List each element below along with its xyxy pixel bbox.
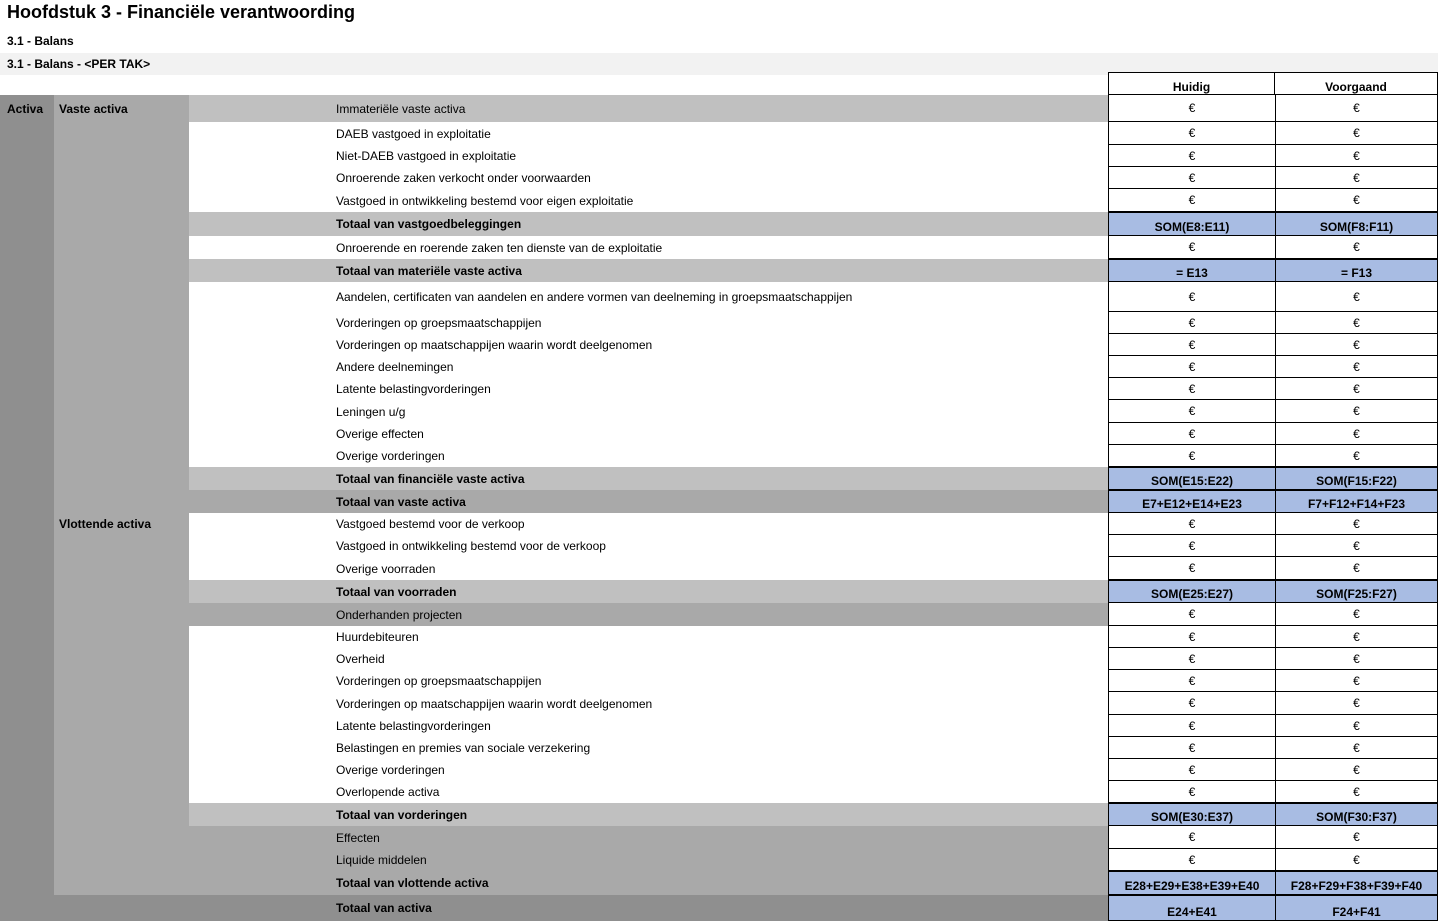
row-label: Totaal van financiële vaste activa [336,471,525,486]
cell-previous[interactable]: € [1275,334,1438,356]
table-row [189,189,1438,212]
row-label: Effecten [336,830,380,845]
row-label: Vorderingen op groepsmaatschappijen [336,316,542,330]
balance-sheet-grid [0,95,1438,921]
cell-current[interactable]: € [1108,236,1275,259]
row-label: Totaal van vastgoedbeleggingen [336,217,522,231]
page-title: Hoofdstuk 3 - Financiële verantwoording [7,2,356,22]
row-label: Vorderingen op maatschappijen waarin wordt deelgenomen [336,338,653,352]
cell-current[interactable]: € [1108,626,1275,648]
cell-previous[interactable]: € [1275,423,1438,445]
cell-previous[interactable]: € [1275,445,1438,467]
table-row [189,312,1438,334]
cell-previous[interactable]: € [1275,781,1438,803]
row-label: Onderhanden projecten [336,607,463,622]
table-row [189,95,1438,122]
row-label: Latente belastingvorderingen [336,382,491,396]
cell-previous[interactable]: € [1275,145,1438,167]
cell-previous[interactable]: € [1275,236,1438,259]
cell-previous[interactable]: € [1275,626,1438,648]
cell-previous[interactable]: € [1275,849,1438,871]
row-label: Vastgoed in ontwikkeling bestemd voor eigen exploitatie [336,193,634,208]
table-row [189,167,1438,189]
cell-current[interactable]: € [1108,670,1275,692]
cell-previous[interactable]: € [1275,692,1438,715]
table-row [189,715,1438,737]
group-label-activa: Activa [7,102,44,116]
row-label: Overheid [336,652,385,666]
cell-previous[interactable]: € [1275,535,1438,557]
row-label: Totaal van materiële vaste activa [336,263,522,278]
table-row-grand-total [189,895,1438,921]
cell-current[interactable]: SOM(E30:E37) [1108,803,1275,826]
cell-current[interactable]: € [1108,513,1275,535]
row-label: Aandelen, certificaten van aandelen en andere vormen van deelneming in groepsmaatschappijen [336,290,853,304]
cell-current[interactable]: E24+E41 [1108,895,1275,921]
table-row [189,282,1438,312]
cell-current[interactable]: € [1108,312,1275,334]
cell-previous[interactable]: F24+F41 [1275,895,1438,921]
table-row [189,356,1438,378]
row-label: Andere deelnemingen [336,360,454,374]
table-row [189,648,1438,670]
cell-previous[interactable]: € [1275,603,1438,626]
cell-previous[interactable]: € [1275,189,1438,212]
table-row [189,445,1438,467]
cell-previous[interactable]: € [1275,95,1438,122]
row-label: Overige effecten [336,427,424,441]
cell-previous[interactable]: € [1275,122,1438,145]
row-label: Vastgoed bestemd voor de verkoop [336,517,525,531]
cell-current[interactable]: € [1108,557,1275,580]
group-label-vaste-activa: Vaste activa [59,102,128,116]
activa-column-band [0,95,54,921]
table-row-total [189,212,1438,236]
section-heading-per-tak: 3.1 - Balans - <PER TAK> [0,53,1438,75]
cell-previous[interactable]: € [1275,670,1438,692]
cell-previous[interactable]: SOM(F30:F37) [1275,803,1438,826]
cell-previous[interactable]: € [1275,378,1438,400]
cell-previous[interactable]: € [1275,737,1438,759]
cell-current[interactable]: € [1108,282,1275,312]
subgroup-column-band [54,95,189,895]
table-row [189,670,1438,692]
column-headers [1108,72,1438,95]
table-row-total [189,490,1438,513]
cell-current[interactable]: € [1108,167,1275,189]
table-row-total [189,580,1438,603]
table-row [189,378,1438,400]
cell-current[interactable]: € [1108,400,1275,423]
row-label: Vorderingen op maatschappijen waarin wordt deelgenomen [336,696,653,711]
cell-current[interactable]: € [1108,445,1275,467]
table-row-total [189,871,1438,895]
cell-previous[interactable]: € [1275,167,1438,189]
subgroup-column-band-total [54,895,189,921]
cell-current[interactable]: E7+E12+E14+E23 [1108,490,1275,513]
row-label: Overlopende activa [336,785,440,799]
row-label: Totaal van activa [336,901,432,915]
cell-current[interactable]: € [1108,535,1275,557]
cell-previous[interactable]: SOM(F25:F27) [1275,580,1438,603]
cell-current[interactable]: € [1108,781,1275,803]
cell-current[interactable]: € [1108,849,1275,871]
cell-current[interactable]: € [1108,737,1275,759]
row-label: Overige vorderingen [336,449,445,463]
cell-previous[interactable]: € [1275,400,1438,423]
cell-current[interactable]: € [1108,122,1275,145]
cell-current[interactable]: € [1108,95,1275,122]
cell-previous[interactable]: € [1275,356,1438,378]
column-header-previous: Voorgaand [1274,72,1438,95]
cell-previous[interactable]: € [1275,513,1438,535]
cell-previous[interactable]: SOM(F8:F11) [1275,212,1438,236]
row-label: Belastingen en premies van sociale verzekering [336,741,591,755]
table-row [189,826,1438,849]
table-row [189,535,1438,557]
table-row-total [189,803,1438,826]
cell-current[interactable]: € [1108,603,1275,626]
row-label: Immateriële vaste activa [336,101,466,116]
table-row [189,122,1438,145]
row-label: Vorderingen op groepsmaatschappijen [336,674,542,688]
cell-current[interactable]: SOM(E8:E11) [1108,212,1275,236]
table-row [189,423,1438,445]
cell-previous[interactable]: € [1275,557,1438,580]
cell-previous[interactable]: € [1275,715,1438,737]
table-row [189,849,1438,871]
cell-current[interactable]: SOM(E15:E22) [1108,467,1275,490]
cell-previous[interactable]: € [1275,826,1438,849]
row-label: Totaal van voorraden [336,584,457,599]
row-label: DAEB vastgoed in exploitatie [336,126,491,141]
table-row [189,603,1438,626]
cell-current[interactable]: € [1108,423,1275,445]
cell-current[interactable]: € [1108,826,1275,849]
table-row [189,692,1438,715]
table-row-total [189,259,1438,282]
cell-previous[interactable]: F28+F29+F38+F39+F40 [1275,871,1438,895]
table-row [189,626,1438,648]
table-row [189,145,1438,167]
cell-previous[interactable]: € [1275,312,1438,334]
table-row [189,400,1438,423]
cell-current[interactable]: € [1108,648,1275,670]
table-row-total [189,467,1438,490]
cell-current[interactable]: € [1108,759,1275,781]
table-row [189,236,1438,259]
row-label: Vastgoed in ontwikkeling bestemd voor de verkoop [336,539,606,553]
table-row [189,781,1438,803]
row-label: Onroerende zaken verkocht onder voorwaarden [336,171,591,185]
row-label: Latente belastingvorderingen [336,719,491,733]
cell-current[interactable]: SOM(E25:E27) [1108,580,1275,603]
cell-current[interactable]: € [1108,334,1275,356]
row-label: Huurdebiteuren [336,630,419,644]
table-row [189,759,1438,781]
row-label: Onroerende en roerende zaken ten dienste van de exploitatie [336,240,663,255]
cell-previous[interactable]: € [1275,648,1438,670]
table-row [189,737,1438,759]
cell-current[interactable]: € [1108,378,1275,400]
row-label: Totaal van vorderingen [336,807,468,822]
section-heading-balans: 3.1 - Balans [7,34,74,48]
column-header-current: Huidig [1108,72,1275,95]
table-row [189,513,1438,535]
row-label: Leningen u/g [336,404,406,419]
cell-current[interactable]: € [1108,189,1275,212]
cell-previous[interactable]: F7+F12+F14+F23 [1275,490,1438,513]
cell-current[interactable]: € [1108,145,1275,167]
row-label: Liquide middelen [336,853,427,867]
cell-current[interactable]: € [1108,692,1275,715]
cell-current[interactable]: € [1108,356,1275,378]
row-label: Overige vorderingen [336,763,445,777]
cell-previous[interactable]: SOM(F15:F22) [1275,467,1438,490]
row-label: Totaal van vaste activa [336,494,466,509]
row-label: Niet-DAEB vastgoed in exploitatie [336,149,517,163]
cell-previous[interactable]: € [1275,282,1438,312]
row-label: Overige voorraden [336,561,436,576]
cell-previous[interactable]: € [1275,759,1438,781]
cell-current[interactable]: E28+E29+E38+E39+E40 [1108,871,1275,895]
cell-previous[interactable]: = F13 [1275,259,1438,282]
cell-current[interactable]: = E13 [1108,259,1275,282]
table-row [189,557,1438,580]
row-label: Totaal van vlottende activa [336,876,489,890]
group-label-vlottende-activa: Vlottende activa [59,517,152,531]
table-row [189,334,1438,356]
cell-current[interactable]: € [1108,715,1275,737]
